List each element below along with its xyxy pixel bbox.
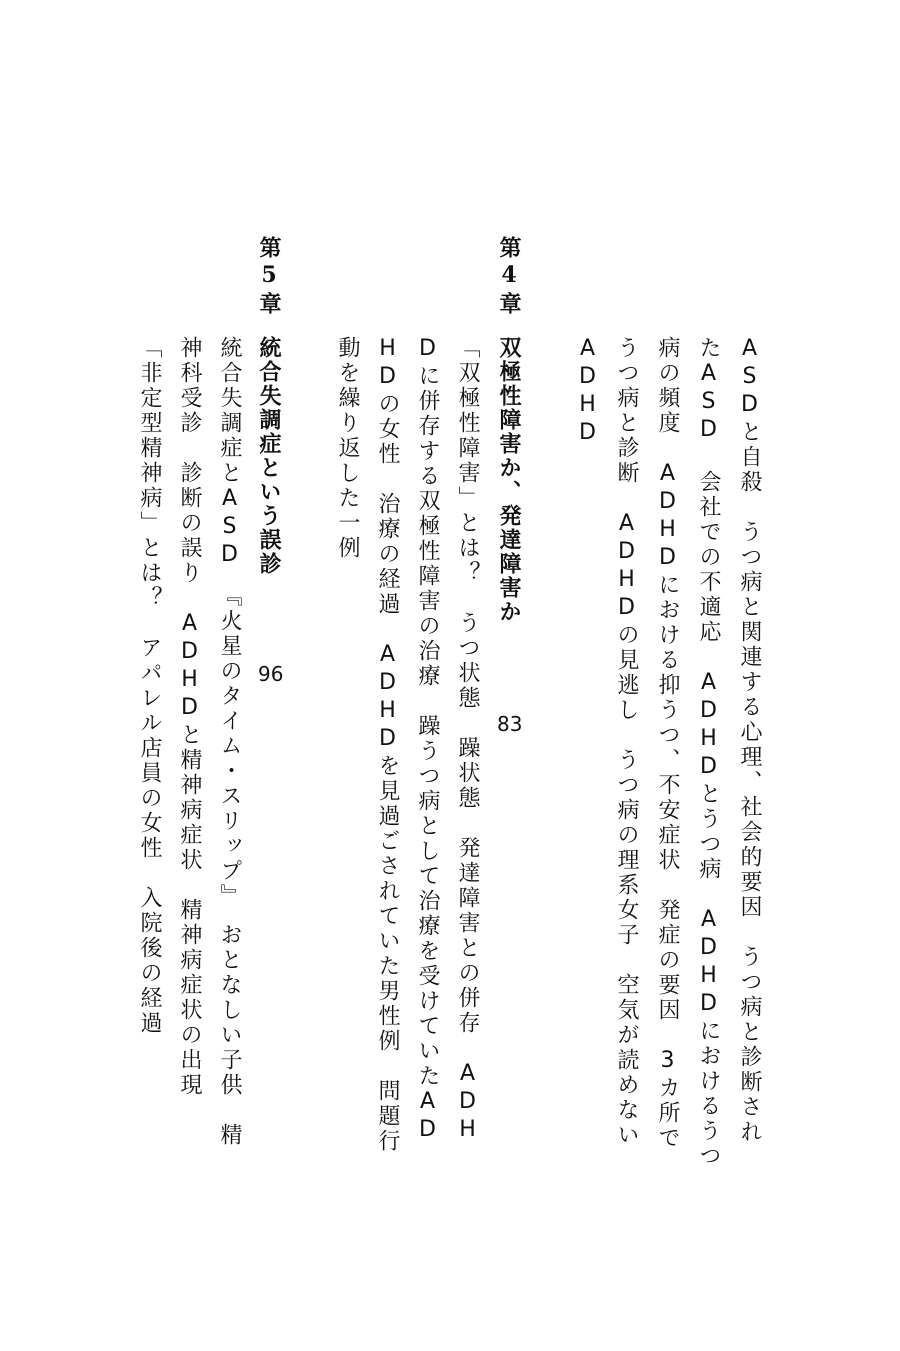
toc-line: 神科受診 診断の誤り ADHDと精神病症状 精神病症状の出現 bbox=[177, 336, 202, 1098]
toc-line: ASDと自殺 うつ病と関連する心理、社会的要因 うつ病と診断され bbox=[737, 336, 762, 1145]
chapter-5-title: 統合失調症という誤診 bbox=[256, 336, 282, 576]
chapter-4-label: 第4章 bbox=[496, 236, 522, 318]
toc-line: うつ病と診断 ADHDの見逃し うつ病の理系女子 空気が読めない bbox=[614, 336, 639, 1148]
chapter-5-label: 第5章 bbox=[256, 236, 282, 318]
toc-line: 病の頻度 ADHDにおける抑うつ、不安症状 発症の要因 3カ所で bbox=[655, 336, 680, 1151]
toc-line: 「双極性障害」とは？ うつ状態 躁状態 発達障害との併存 ADH bbox=[455, 336, 480, 1145]
toc-line: ADHD bbox=[575, 336, 600, 448]
toc-line: 「非定型精神病」とは？ アパレル店員の女性 入院後の経過 bbox=[137, 336, 162, 1036]
chapter-4-page-number: 83 bbox=[497, 712, 523, 736]
chapter-4-title: 双極性障害か、発達障害か bbox=[496, 336, 522, 624]
chapter-5-page-number: 96 bbox=[258, 662, 284, 686]
toc-line: Dに併存する双極性障害の治療 躁うつ病として治療を受けていたAD bbox=[415, 336, 440, 1145]
toc-line: HDの女性 治療の経過 ADHDを見過ごされていた男性例 問題行 bbox=[375, 336, 400, 1154]
toc-line: 動を繰り返した一例 bbox=[335, 336, 360, 561]
toc-line: 統合失調症とASD 『火星のタイム・スリップ』 おとなしい子供 精 bbox=[217, 336, 242, 1148]
toc-line: たASD 会社での不適応 ADHDとうつ病 ADHDにおけるうつ bbox=[696, 336, 721, 1169]
